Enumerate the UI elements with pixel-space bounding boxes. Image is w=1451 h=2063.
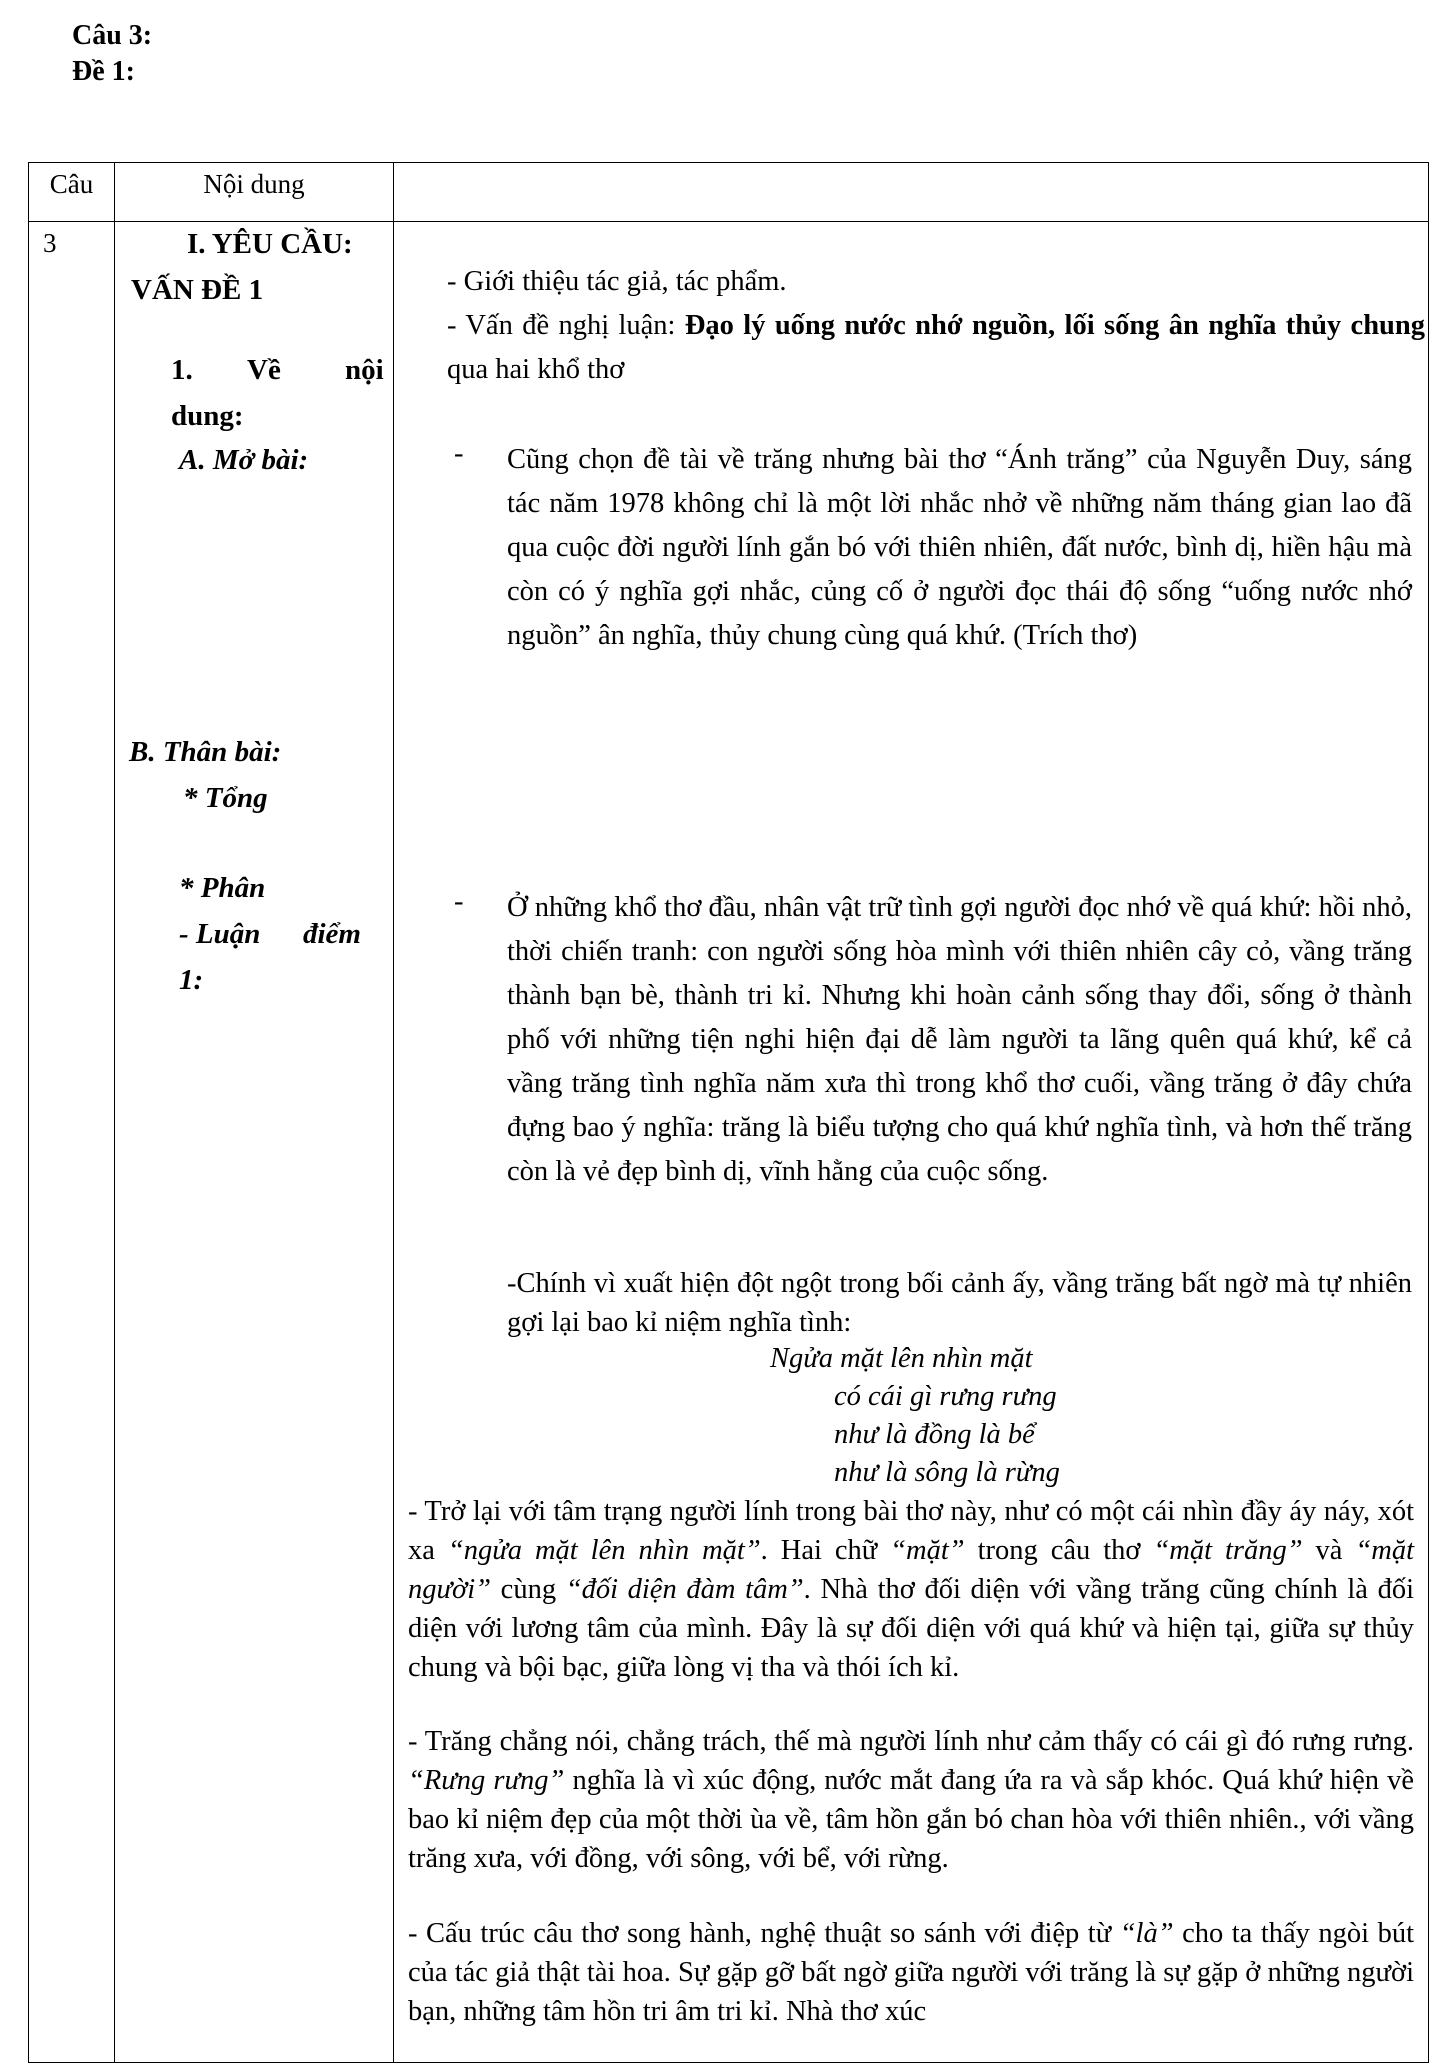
topic-heading: Đề 1:	[72, 56, 135, 87]
issue-paragraph: - Vấn đề nghị luận: Đạo lý uống nước nhớ nguồn, lối sống ân nghĩa thủy chung qua hai khổ thơ	[447, 310, 1425, 385]
intro-line: - Giới thiệu tác giả, tác phẩm.	[447, 266, 787, 297]
outline-van-de: VẤN ĐỀ 1	[131, 274, 264, 306]
body-bullet-paragraph: Ở những khổ thơ đầu, nhân vật trữ tình gợi người đọc nhớ về quá khứ: hồi nhỏ, thời chiến tranh: con người sống hòa mình với thiên nhiên cây cỏ, vầng trăng thành bạn bè, thành tri kỉ. Nhưng khi hoàn cảnh sống thay đổi, sống ở thành phố với những tiện nghi hiện đại dễ làm người ta lãng quên quá khứ, kể cả vầng trăng tình nghĩa năm xưa thì trong khổ thơ cuối, vầng trăng ở đây chứa đựng bao ý nghĩa: trăng là biểu tượng cho quá khứ nghĩa tình, và hơn thế trăng còn là vẻ đẹp bình dị, vĩnh hằng của cuộc sống.	[507, 892, 1412, 1187]
content-cell	[394, 222, 1429, 2063]
analysis-paragraph-1: - Trở lại với tâm trạng người lính trong bài thơ này, như có một cái nhìn đầy áy náy, xót xa “ngửa mặt lên nhìn mặt”. Hai chữ “mặt” trong câu thơ “mặt trăng” và “mặt người” cùng “đối diện đàm tâm”. Nhà thơ đối diện với vầng trăng cũng chính là đối diện với lương tâm của mình. Đây là sự đối diện với quá khứ và hiện tại, giữa sự thủy chung và bội bạc, giữa lòng vị tha và thói ích kỉ.	[408, 1496, 1414, 1683]
outline-yeu-cau: I. YÊU CẦU:	[187, 228, 353, 260]
outline-luan-diem-word: điểm	[303, 918, 361, 950]
outline-than-bai: B. Thân bài:	[129, 736, 282, 768]
poem-line: có cái gì rưng rưng	[834, 1381, 1057, 1412]
outline-noi-dung-dung: dung:	[171, 400, 244, 432]
bullet-dash: -	[454, 438, 464, 469]
analysis-paragraph-2: - Trăng chẳng nói, chẳng trách, thế mà người lính như cảm thấy có cái gì đó rưng rưng. “Rưng rưng” nghĩa là vì xúc động, nước mắt đang ứa ra và sắp khóc. Quá khứ hiện về bao kỉ niệm đẹp của một thời ùa về, tâm hồn gắn bó chan hòa với thiên nhiên., với vầng trăng xưa, với đồng, với sông, với bể, với rừng.	[408, 1726, 1414, 1874]
table-header-row	[29, 163, 1429, 222]
header-noi-dung: Nội dung	[115, 163, 394, 222]
outline-cell	[115, 222, 394, 2063]
outline-phan: * Phân	[179, 872, 266, 904]
outline-luan-diem: - Luận	[179, 918, 261, 950]
outline-mo-bai: A. Mở bài:	[179, 444, 309, 476]
intro-bullet-paragraph: Cũng chọn đề tài về trăng nhưng bài thơ “Ánh trăng” của Nguyễn Duy, sáng tác năm 1978 không chỉ là một lời nhắc nhở về những năm tháng gian lao đã qua cuộc đời người lính gắn bó với thiên nhiên, đất nước, bình dị, hiền hậu mà còn có ý nghĩa gợi nhắc, củng cố ở người đọc thái độ sống “uống nước nhớ nguồn” ân nghĩa, thủy chung cùng quá khứ. (Trích thơ)	[507, 444, 1412, 651]
answer-table	[28, 162, 1429, 2063]
analysis-paragraph-3: - Cấu trúc câu thơ song hành, nghệ thuật so sánh với điệp từ “là” cho ta thấy ngòi bút của tác giả thật tài hoa. Sự gặp gỡ bất ngờ giữa người với trăng là sự gặp ở những người bạn, những tâm hồn tri âm tri kỉ. Nhà thơ xúc	[408, 1918, 1414, 2027]
outline-luan-diem-num: 1:	[179, 964, 204, 996]
poem-line: Ngửa mặt lên nhìn mặt	[770, 1343, 1033, 1374]
table-row	[29, 222, 1429, 2063]
poem-line: như là đồng là bể	[834, 1419, 1035, 1450]
header-cau: Câu	[29, 163, 115, 222]
outline-noi-dung-num: 1.	[171, 354, 193, 386]
outline-noi-dung-ve: Về	[247, 354, 281, 386]
outline-tong: * Tổng	[183, 782, 268, 814]
outline-noi-dung-noi: nội	[345, 354, 384, 386]
bullet-dash: -	[454, 886, 464, 917]
poem-line: như là sông là rừng	[834, 1457, 1060, 1488]
transition-paragraph: -Chính vì xuất hiện đột ngột trong bối cảnh ấy, vầng trăng bất ngờ mà tự nhiên gợi lại bao kỉ niệm nghĩa tình:	[507, 1268, 1412, 1338]
question-heading: Câu 3:	[72, 20, 153, 51]
header-empty	[394, 163, 1429, 222]
row-number: 3	[29, 222, 115, 2063]
